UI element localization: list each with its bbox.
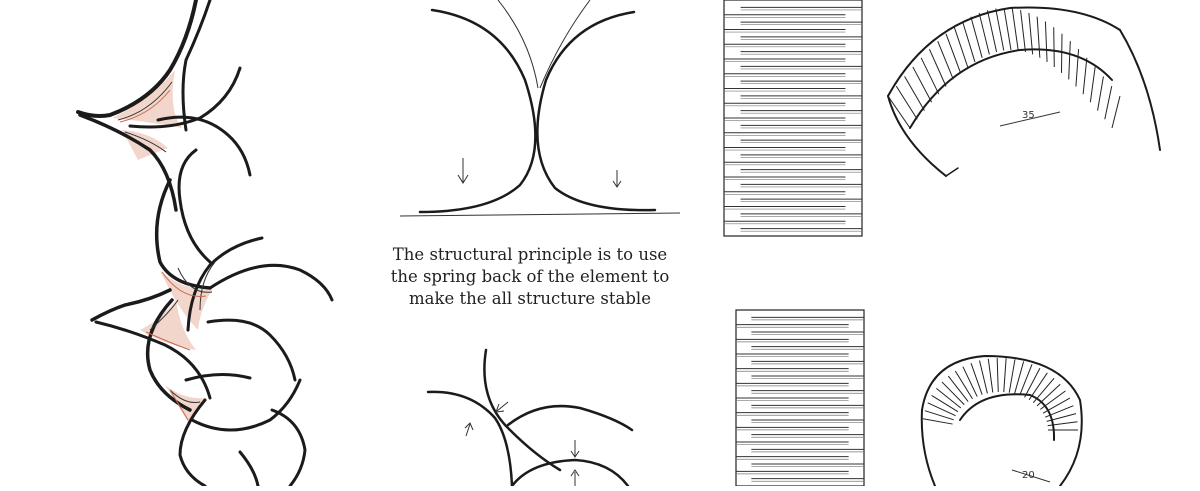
ring-dimension-label: 20 (1022, 470, 1035, 481)
arch-dimension-label: 35 (1022, 110, 1035, 121)
bent-arch-sketch (888, 7, 1160, 176)
caption-line-1: The structural principle is to use (392, 245, 668, 264)
curved-chain-sketch (78, 0, 332, 486)
caption-line-3: make the all structure stable (409, 289, 651, 308)
spring-back-diagram-top (400, 0, 680, 216)
bent-ring-sketch (922, 356, 1082, 486)
caption-line-2: the spring back of the element to (390, 267, 670, 286)
slotted-panel-top (724, 0, 862, 236)
structural-principle-caption (360, 244, 700, 310)
spring-back-diagram-bottom (428, 350, 632, 486)
slotted-panel-bottom (736, 310, 864, 486)
